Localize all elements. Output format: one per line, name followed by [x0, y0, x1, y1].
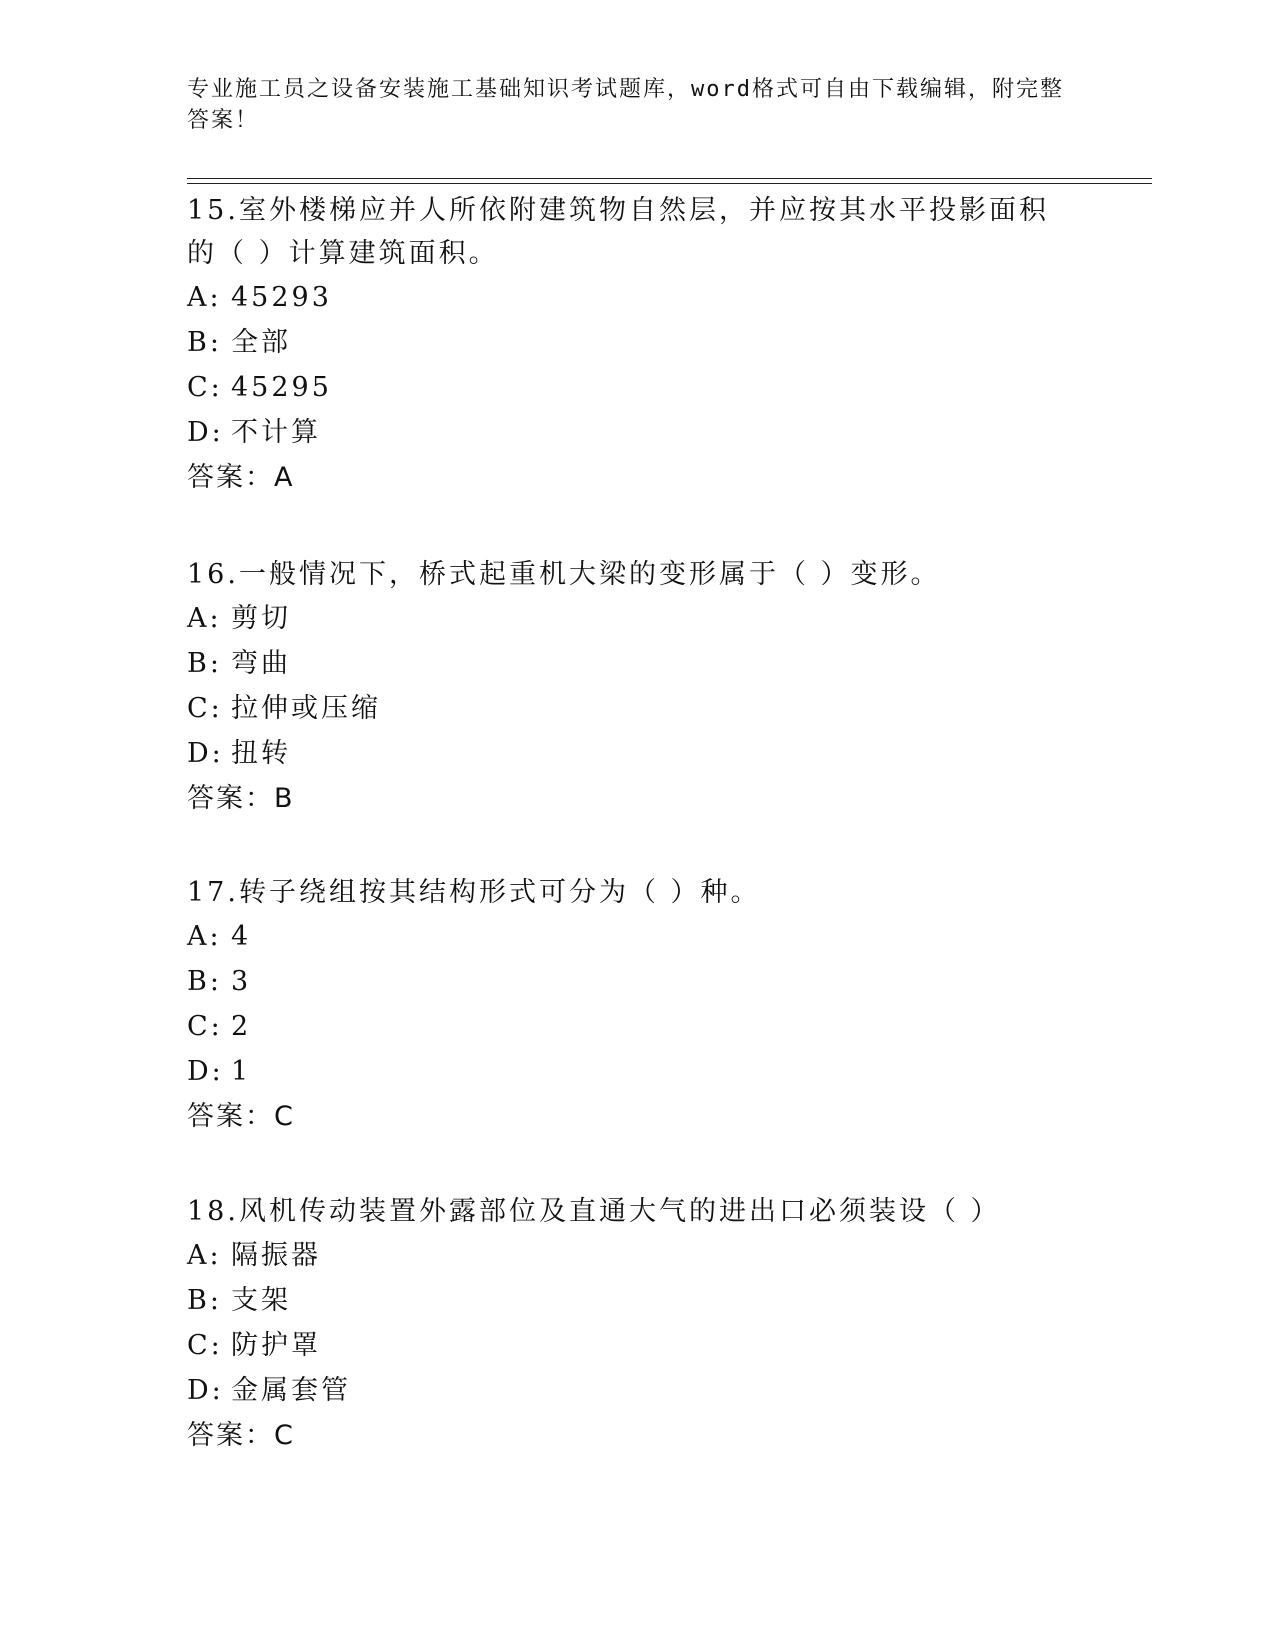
question-16 — [187, 553, 1067, 821]
question-stem: 18.风机传动装置外露部位及直通大气的进出口必须装设（ ） — [187, 1196, 1001, 1227]
option-text: 45293 — [231, 282, 332, 313]
answer-line: 答案：A — [187, 462, 295, 493]
option-b — [187, 320, 1067, 365]
option-b — [187, 959, 1067, 1004]
answer-line: 答案：C — [187, 1101, 295, 1132]
option-a — [187, 1233, 1067, 1278]
option-key: A: — [187, 1240, 222, 1271]
option-d — [187, 1049, 1067, 1094]
question-stem: 17.转子绕组按其结构形式可分为（ ）种。 — [187, 877, 761, 908]
header-divider-secondary — [187, 183, 1152, 184]
option-text: 45295 — [231, 372, 332, 403]
option-key: B: — [187, 1285, 222, 1316]
option-text: 隔振器 — [231, 1240, 321, 1271]
option-text: 拉伸或压缩 — [231, 693, 381, 724]
option-c — [187, 1323, 1067, 1368]
document-header: 专业施工员之设备安装施工基础知识考试题库，word格式可自由下载编辑，附完整答案！ — [187, 77, 1064, 133]
option-text: 剪切 — [231, 603, 291, 634]
option-key: C: — [187, 1011, 223, 1042]
option-text: 支架 — [231, 1285, 291, 1316]
option-d — [187, 410, 1067, 455]
option-text: 金属套管 — [231, 1375, 351, 1406]
option-key: D: — [187, 1375, 224, 1406]
option-c — [187, 365, 1067, 410]
option-key: A: — [187, 603, 222, 634]
option-a — [187, 275, 1067, 320]
option-key: C: — [187, 693, 223, 724]
option-key: D: — [187, 1056, 224, 1087]
question-17 — [187, 871, 1067, 1139]
option-text: 防护罩 — [231, 1330, 321, 1361]
answer-line: 答案：B — [187, 783, 295, 814]
option-key: D: — [187, 417, 224, 448]
option-text: 2 — [231, 1011, 252, 1042]
option-b — [187, 641, 1067, 686]
option-key: A: — [187, 282, 222, 313]
question-stem: 15.室外楼梯应并人所依附建筑物自然层，并应按其水平投影面积的（ ）计算建筑面积。 — [187, 195, 1049, 269]
question-18 — [187, 1190, 1067, 1458]
option-key: B: — [187, 648, 222, 679]
option-a — [187, 914, 1067, 959]
option-key: C: — [187, 1330, 223, 1361]
option-text: 扭转 — [231, 738, 291, 769]
option-c — [187, 686, 1067, 731]
option-text: 全部 — [231, 327, 291, 358]
option-text: 弯曲 — [231, 648, 291, 679]
option-c — [187, 1004, 1067, 1049]
option-d — [187, 731, 1067, 776]
option-text: 3 — [231, 966, 252, 997]
option-text: 4 — [231, 921, 252, 952]
header-divider — [187, 178, 1152, 179]
question-15 — [187, 189, 1067, 500]
option-a — [187, 596, 1067, 641]
option-d — [187, 1368, 1067, 1413]
option-b — [187, 1278, 1067, 1323]
option-key: B: — [187, 966, 222, 997]
option-text: 不计算 — [231, 417, 321, 448]
option-key: D: — [187, 738, 224, 769]
option-key: B: — [187, 327, 222, 358]
question-stem: 16.一般情况下，桥式起重机大梁的变形属于（ ）变形。 — [187, 559, 941, 590]
option-key: A: — [187, 921, 222, 952]
option-text: 1 — [231, 1056, 252, 1087]
option-key: C: — [187, 372, 223, 403]
answer-line: 答案：C — [187, 1420, 295, 1451]
